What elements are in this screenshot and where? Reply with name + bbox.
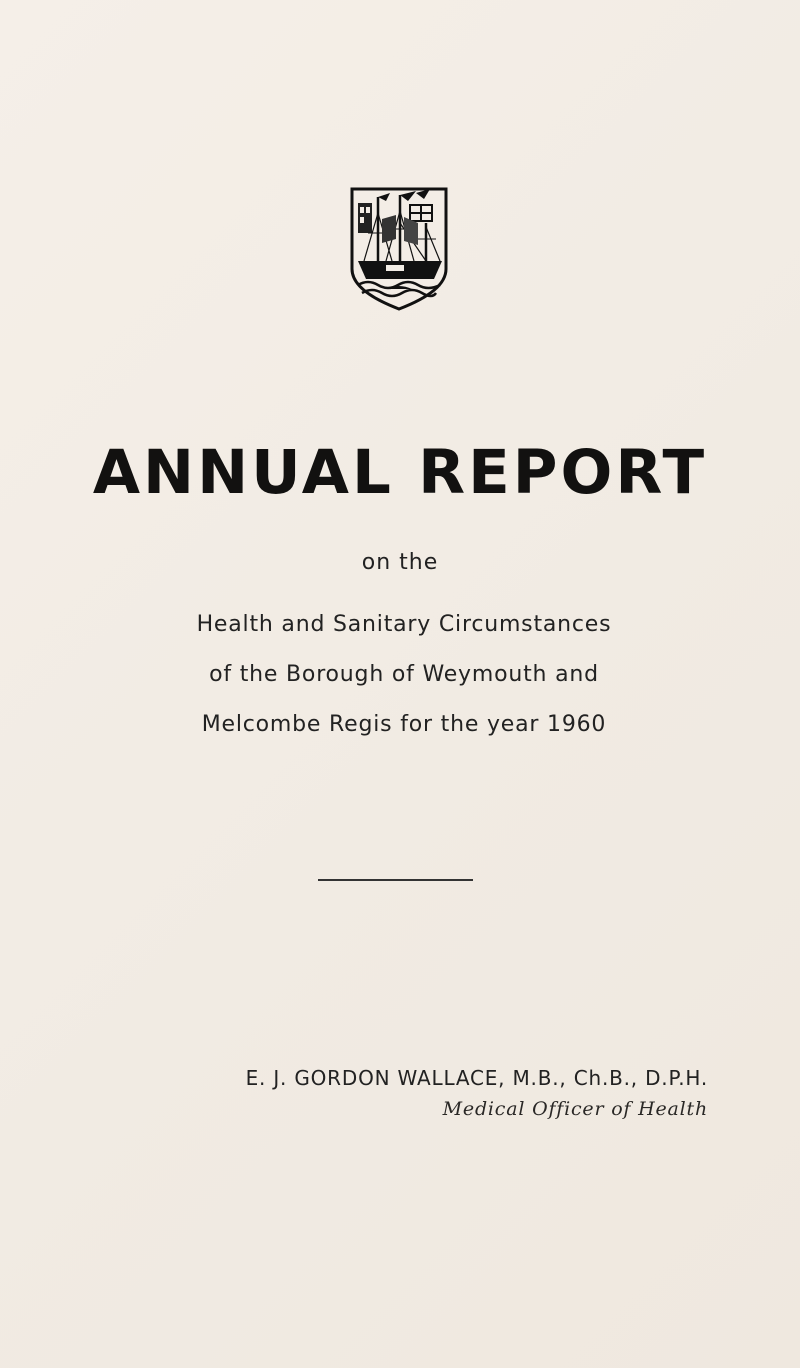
description-line-2: of the Borough of Weymouth and (209, 662, 599, 687)
section-divider (318, 879, 473, 881)
author-name: E. J. GORDON WALLACE, M.B., Ch.B., D.P.H. (245, 1066, 708, 1090)
report-subtitle: on the (361, 550, 439, 575)
author-role: Medical Officer of Health (442, 1098, 708, 1120)
description-line-1: Health and Sanitary Circumstances (196, 612, 612, 637)
report-title: ANNUAL REPORT (92, 437, 708, 508)
borough-crest-ship-icon (346, 183, 452, 313)
description-line-3: Melcombe Regis for the year 1960 (201, 712, 607, 737)
